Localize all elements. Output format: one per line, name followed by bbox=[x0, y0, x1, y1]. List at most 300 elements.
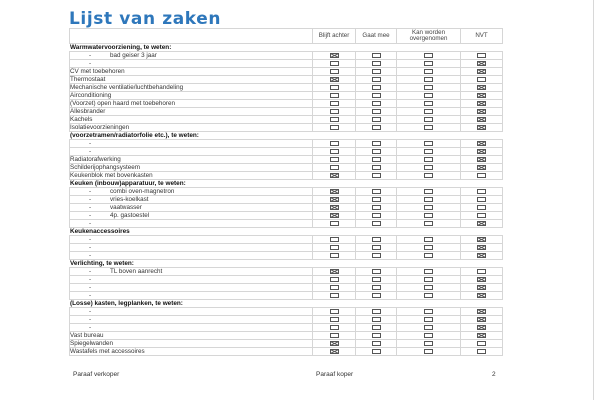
cell-gaat-mee bbox=[356, 148, 397, 156]
checkbox-kan-worden-overgenomen[interactable] bbox=[424, 85, 433, 90]
sub-item-text: 4p. gastoestel bbox=[110, 212, 150, 219]
table-row bbox=[70, 164, 503, 172]
checkbox-nvt[interactable] bbox=[477, 341, 486, 346]
checkbox-blijft-achter[interactable] bbox=[330, 93, 339, 98]
checkbox-gaat-mee[interactable] bbox=[372, 325, 381, 330]
cell-kan-worden-overgenomen bbox=[397, 148, 461, 156]
dash-bullet: - bbox=[88, 284, 92, 291]
item-label: CV met toebehoren bbox=[70, 68, 313, 76]
sub-item-label bbox=[70, 316, 313, 324]
table-row bbox=[70, 172, 503, 180]
sub-item-text: vaatwasser bbox=[110, 204, 142, 211]
checkbox-gaat-mee[interactable] bbox=[372, 141, 381, 146]
cell-kan-worden-overgenomen bbox=[397, 324, 461, 332]
checkbox-kan-worden-overgenomen[interactable] bbox=[424, 165, 433, 170]
checkbox-blijft-achter[interactable] bbox=[330, 269, 339, 274]
table-row bbox=[70, 276, 503, 284]
cell-blijft-achter bbox=[313, 316, 356, 324]
checkbox-blijft-achter[interactable] bbox=[330, 69, 339, 74]
checkbox-gaat-mee[interactable] bbox=[372, 237, 381, 242]
cell-nvt bbox=[461, 324, 503, 332]
cell-kan-worden-overgenomen bbox=[397, 76, 461, 84]
sub-item-text: bad geiser 3 jaar bbox=[110, 52, 157, 59]
checkbox-nvt[interactable] bbox=[477, 189, 486, 194]
checkbox-blijft-achter[interactable] bbox=[330, 173, 339, 178]
cell-nvt bbox=[461, 108, 503, 116]
checkbox-nvt[interactable] bbox=[477, 333, 486, 338]
cell-blijft-achter bbox=[313, 156, 356, 164]
table-row bbox=[70, 140, 503, 148]
table-row bbox=[70, 292, 503, 300]
checkbox-nvt[interactable] bbox=[477, 213, 486, 218]
cell-nvt bbox=[461, 340, 503, 348]
header-kan-worden-overgenomen: Kan worden overgenomen bbox=[397, 29, 461, 44]
checkbox-nvt[interactable] bbox=[477, 69, 486, 74]
checkbox-blijft-achter[interactable] bbox=[330, 277, 339, 282]
checkbox-blijft-achter[interactable] bbox=[330, 325, 339, 330]
checkbox-gaat-mee[interactable] bbox=[372, 117, 381, 122]
cell-kan-worden-overgenomen bbox=[397, 276, 461, 284]
checkbox-kan-worden-overgenomen[interactable] bbox=[424, 205, 433, 210]
dash-bullet: - bbox=[88, 212, 92, 219]
checkbox-gaat-mee[interactable] bbox=[372, 85, 381, 90]
checkbox-nvt[interactable] bbox=[477, 237, 486, 242]
cell-kan-worden-overgenomen bbox=[397, 164, 461, 172]
checkbox-gaat-mee[interactable] bbox=[372, 277, 381, 282]
checkbox-kan-worden-overgenomen[interactable] bbox=[424, 189, 433, 194]
checkbox-nvt[interactable] bbox=[477, 349, 486, 354]
table-row bbox=[70, 204, 503, 212]
cell-nvt bbox=[461, 252, 503, 260]
checkbox-kan-worden-overgenomen[interactable] bbox=[424, 61, 433, 66]
header-item bbox=[70, 29, 313, 44]
table-row bbox=[70, 188, 503, 196]
cell-gaat-mee bbox=[356, 252, 397, 260]
sub-item-label bbox=[70, 212, 313, 220]
checkbox-kan-worden-overgenomen[interactable] bbox=[424, 237, 433, 242]
table-row bbox=[70, 100, 503, 108]
checkbox-blijft-achter[interactable] bbox=[330, 77, 339, 82]
checkbox-blijft-achter[interactable] bbox=[330, 197, 339, 202]
checkbox-nvt[interactable] bbox=[477, 125, 486, 130]
checkbox-nvt[interactable] bbox=[477, 157, 486, 162]
checkbox-gaat-mee[interactable] bbox=[372, 53, 381, 58]
cell-gaat-mee bbox=[356, 292, 397, 300]
table-row bbox=[70, 244, 503, 252]
cell-gaat-mee bbox=[356, 100, 397, 108]
checkbox-blijft-achter[interactable] bbox=[330, 53, 339, 58]
checkbox-nvt[interactable] bbox=[477, 93, 486, 98]
checkbox-kan-worden-overgenomen[interactable] bbox=[424, 125, 433, 130]
checkbox-blijft-achter[interactable] bbox=[330, 221, 339, 226]
checkbox-gaat-mee[interactable] bbox=[372, 197, 381, 202]
cell-gaat-mee bbox=[356, 308, 397, 316]
cell-nvt bbox=[461, 284, 503, 292]
checkbox-gaat-mee[interactable] bbox=[372, 285, 381, 290]
dash-bullet: - bbox=[88, 276, 92, 283]
sub-item-label bbox=[70, 252, 313, 260]
cell-gaat-mee bbox=[356, 276, 397, 284]
checkbox-nvt[interactable] bbox=[477, 317, 486, 322]
checkbox-nvt[interactable] bbox=[477, 77, 486, 82]
checkbox-nvt[interactable] bbox=[477, 221, 486, 226]
page-number: 2 bbox=[492, 371, 496, 378]
checkbox-kan-worden-overgenomen[interactable] bbox=[424, 197, 433, 202]
table-row bbox=[70, 220, 503, 228]
table-header-row bbox=[70, 29, 503, 44]
checkbox-blijft-achter[interactable] bbox=[330, 125, 339, 130]
section-title: (Losse) kasten, legplanken, te weten: bbox=[70, 300, 503, 308]
checkbox-nvt[interactable] bbox=[477, 149, 486, 154]
table-row bbox=[70, 60, 503, 68]
checkbox-gaat-mee[interactable] bbox=[372, 245, 381, 250]
table-row bbox=[70, 236, 503, 244]
section-title: Keukenaccessoires bbox=[70, 228, 503, 236]
checkbox-nvt[interactable] bbox=[477, 109, 486, 114]
checkbox-nvt[interactable] bbox=[477, 85, 486, 90]
checkbox-blijft-achter[interactable] bbox=[330, 141, 339, 146]
cell-blijft-achter bbox=[313, 92, 356, 100]
cell-gaat-mee bbox=[356, 84, 397, 92]
cell-nvt bbox=[461, 52, 503, 60]
cell-gaat-mee bbox=[356, 196, 397, 204]
checkbox-kan-worden-overgenomen[interactable] bbox=[424, 77, 433, 82]
checkbox-blijft-achter[interactable] bbox=[330, 309, 339, 314]
sub-item-label bbox=[70, 244, 313, 252]
cell-blijft-achter bbox=[313, 116, 356, 124]
cell-blijft-achter bbox=[313, 204, 356, 212]
checkbox-kan-worden-overgenomen[interactable] bbox=[424, 277, 433, 282]
checkbox-kan-worden-overgenomen[interactable] bbox=[424, 157, 433, 162]
cell-blijft-achter bbox=[313, 252, 356, 260]
cell-kan-worden-overgenomen bbox=[397, 100, 461, 108]
cell-blijft-achter bbox=[313, 268, 356, 276]
cell-kan-worden-overgenomen bbox=[397, 188, 461, 196]
table-row bbox=[70, 108, 503, 116]
table-row bbox=[70, 348, 503, 356]
cell-gaat-mee bbox=[356, 268, 397, 276]
cell-gaat-mee bbox=[356, 212, 397, 220]
checkbox-nvt[interactable] bbox=[477, 269, 486, 274]
checkbox-gaat-mee[interactable] bbox=[372, 125, 381, 130]
table-row bbox=[70, 68, 503, 76]
checkbox-gaat-mee[interactable] bbox=[372, 317, 381, 322]
cell-gaat-mee bbox=[356, 188, 397, 196]
cell-blijft-achter bbox=[313, 244, 356, 252]
cell-blijft-achter bbox=[313, 220, 356, 228]
table-row bbox=[70, 308, 503, 316]
sub-item-label bbox=[70, 268, 313, 276]
cell-gaat-mee bbox=[356, 52, 397, 60]
cell-blijft-achter bbox=[313, 100, 356, 108]
checkbox-kan-worden-overgenomen[interactable] bbox=[424, 141, 433, 146]
checkbox-blijft-achter[interactable] bbox=[330, 285, 339, 290]
checkbox-blijft-achter[interactable] bbox=[330, 317, 339, 322]
cell-kan-worden-overgenomen bbox=[397, 316, 461, 324]
cell-blijft-achter bbox=[313, 60, 356, 68]
cell-blijft-achter bbox=[313, 332, 356, 340]
cell-kan-worden-overgenomen bbox=[397, 68, 461, 76]
cell-nvt bbox=[461, 116, 503, 124]
checkbox-kan-worden-overgenomen[interactable] bbox=[424, 149, 433, 154]
table-row bbox=[70, 212, 503, 220]
cell-nvt bbox=[461, 188, 503, 196]
checkbox-gaat-mee[interactable] bbox=[372, 189, 381, 194]
checkbox-kan-worden-overgenomen[interactable] bbox=[424, 69, 433, 74]
dash-bullet: - bbox=[88, 236, 92, 243]
checkbox-nvt[interactable] bbox=[477, 285, 486, 290]
cell-gaat-mee bbox=[356, 332, 397, 340]
checkbox-nvt[interactable] bbox=[477, 141, 486, 146]
cell-blijft-achter bbox=[313, 308, 356, 316]
cell-blijft-achter bbox=[313, 212, 356, 220]
checkbox-nvt[interactable] bbox=[477, 117, 486, 122]
checkbox-gaat-mee[interactable] bbox=[372, 61, 381, 66]
checkbox-gaat-mee[interactable] bbox=[372, 269, 381, 274]
checkbox-kan-worden-overgenomen[interactable] bbox=[424, 341, 433, 346]
checkbox-blijft-achter[interactable] bbox=[330, 157, 339, 162]
checkbox-blijft-achter[interactable] bbox=[330, 253, 339, 258]
checkbox-gaat-mee[interactable] bbox=[372, 173, 381, 178]
cell-gaat-mee bbox=[356, 92, 397, 100]
cell-kan-worden-overgenomen bbox=[397, 332, 461, 340]
cell-kan-worden-overgenomen bbox=[397, 124, 461, 132]
cell-kan-worden-overgenomen bbox=[397, 172, 461, 180]
sub-item-label bbox=[70, 308, 313, 316]
table-row bbox=[70, 268, 503, 276]
cell-nvt bbox=[461, 220, 503, 228]
checkbox-kan-worden-overgenomen[interactable] bbox=[424, 269, 433, 274]
cell-gaat-mee bbox=[356, 164, 397, 172]
cell-kan-worden-overgenomen bbox=[397, 108, 461, 116]
cell-nvt bbox=[461, 308, 503, 316]
checkbox-gaat-mee[interactable] bbox=[372, 77, 381, 82]
section-title: Keuken (inbouw)apparatuur, te weten: bbox=[70, 180, 503, 188]
cell-nvt bbox=[461, 196, 503, 204]
checkbox-kan-worden-overgenomen[interactable] bbox=[424, 253, 433, 258]
checkbox-gaat-mee[interactable] bbox=[372, 205, 381, 210]
item-label: Kachels bbox=[70, 116, 313, 124]
checkbox-blijft-achter[interactable] bbox=[330, 349, 339, 354]
checkbox-kan-worden-overgenomen[interactable] bbox=[424, 93, 433, 98]
checkbox-gaat-mee[interactable] bbox=[372, 213, 381, 218]
checkbox-blijft-achter[interactable] bbox=[330, 117, 339, 122]
sub-item-label bbox=[70, 220, 313, 228]
table-row bbox=[70, 116, 503, 124]
scan-edge-line bbox=[593, 0, 594, 400]
cell-gaat-mee bbox=[356, 236, 397, 244]
checkbox-blijft-achter[interactable] bbox=[330, 205, 339, 210]
checkbox-kan-worden-overgenomen[interactable] bbox=[424, 221, 433, 226]
cell-blijft-achter bbox=[313, 172, 356, 180]
section-header-row bbox=[70, 44, 503, 52]
cell-blijft-achter bbox=[313, 108, 356, 116]
checkbox-nvt[interactable] bbox=[477, 293, 486, 298]
cell-blijft-achter bbox=[313, 84, 356, 92]
cell-gaat-mee bbox=[356, 68, 397, 76]
dash-bullet: - bbox=[88, 148, 92, 155]
cell-gaat-mee bbox=[356, 156, 397, 164]
cell-nvt bbox=[461, 276, 503, 284]
sub-item-label bbox=[70, 284, 313, 292]
cell-kan-worden-overgenomen bbox=[397, 52, 461, 60]
dash-bullet: - bbox=[88, 60, 92, 67]
checkbox-blijft-achter[interactable] bbox=[330, 189, 339, 194]
checkbox-nvt[interactable] bbox=[477, 205, 486, 210]
checkbox-gaat-mee[interactable] bbox=[372, 221, 381, 226]
dash-bullet: - bbox=[88, 196, 92, 203]
checkbox-gaat-mee[interactable] bbox=[372, 109, 381, 114]
item-label: Keukenblok met bovenkasten bbox=[70, 172, 313, 180]
checkbox-kan-worden-overgenomen[interactable] bbox=[424, 285, 433, 290]
checkbox-kan-worden-overgenomen[interactable] bbox=[424, 293, 433, 298]
cell-kan-worden-overgenomen bbox=[397, 156, 461, 164]
cell-blijft-achter bbox=[313, 76, 356, 84]
checkbox-gaat-mee[interactable] bbox=[372, 333, 381, 338]
cell-kan-worden-overgenomen bbox=[397, 268, 461, 276]
checkbox-kan-worden-overgenomen[interactable] bbox=[424, 101, 433, 106]
checkbox-nvt[interactable] bbox=[477, 173, 486, 178]
sub-item-label bbox=[70, 60, 313, 68]
checkbox-blijft-achter[interactable] bbox=[330, 149, 339, 154]
checkbox-kan-worden-overgenomen[interactable] bbox=[424, 325, 433, 330]
checkbox-blijft-achter[interactable] bbox=[330, 237, 339, 242]
cell-nvt bbox=[461, 156, 503, 164]
sub-item-label bbox=[70, 292, 313, 300]
section-header-row bbox=[70, 132, 503, 140]
cell-gaat-mee bbox=[356, 340, 397, 348]
cell-kan-worden-overgenomen bbox=[397, 348, 461, 356]
checkbox-gaat-mee[interactable] bbox=[372, 293, 381, 298]
checkbox-kan-worden-overgenomen[interactable] bbox=[424, 117, 433, 122]
checkbox-blijft-achter[interactable] bbox=[330, 245, 339, 250]
cell-kan-worden-overgenomen bbox=[397, 60, 461, 68]
table-row bbox=[70, 196, 503, 204]
checkbox-nvt[interactable] bbox=[477, 53, 486, 58]
checkbox-gaat-mee[interactable] bbox=[372, 93, 381, 98]
cell-gaat-mee bbox=[356, 108, 397, 116]
cell-nvt bbox=[461, 316, 503, 324]
table-row bbox=[70, 340, 503, 348]
table-row bbox=[70, 148, 503, 156]
checkbox-nvt[interactable] bbox=[477, 309, 486, 314]
cell-blijft-achter bbox=[313, 340, 356, 348]
checkbox-kan-worden-overgenomen[interactable] bbox=[424, 213, 433, 218]
cell-kan-worden-overgenomen bbox=[397, 212, 461, 220]
cell-blijft-achter bbox=[313, 236, 356, 244]
cell-blijft-achter bbox=[313, 124, 356, 132]
checkbox-nvt[interactable] bbox=[477, 101, 486, 106]
dash-bullet: - bbox=[88, 188, 92, 195]
section-header-row bbox=[70, 228, 503, 236]
checkbox-gaat-mee[interactable] bbox=[372, 69, 381, 74]
checkbox-blijft-achter[interactable] bbox=[330, 85, 339, 90]
checkbox-gaat-mee[interactable] bbox=[372, 149, 381, 154]
item-label: Vast bureau bbox=[70, 332, 313, 340]
cell-nvt bbox=[461, 172, 503, 180]
item-label: Wastafels met accessoires bbox=[70, 348, 313, 356]
table-row bbox=[70, 252, 503, 260]
section-title: Warmwatervoorziening, te weten: bbox=[70, 44, 503, 52]
item-label: (Voorzet) open haard met toebehoren bbox=[70, 100, 313, 108]
checkbox-blijft-achter[interactable] bbox=[330, 293, 339, 298]
checkbox-nvt[interactable] bbox=[477, 197, 486, 202]
checkbox-blijft-achter[interactable] bbox=[330, 61, 339, 66]
item-label: Mechanische ventilatie/luchtbehandeling bbox=[70, 84, 313, 92]
checkbox-gaat-mee[interactable] bbox=[372, 341, 381, 346]
checkbox-nvt[interactable] bbox=[477, 61, 486, 66]
checkbox-gaat-mee[interactable] bbox=[372, 253, 381, 258]
checkbox-blijft-achter[interactable] bbox=[330, 109, 339, 114]
cell-blijft-achter bbox=[313, 188, 356, 196]
checkbox-gaat-mee[interactable] bbox=[372, 101, 381, 106]
checkbox-nvt[interactable] bbox=[477, 245, 486, 250]
item-label: Allesbrander bbox=[70, 108, 313, 116]
cell-kan-worden-overgenomen bbox=[397, 196, 461, 204]
checkbox-kan-worden-overgenomen[interactable] bbox=[424, 333, 433, 338]
sub-item-label bbox=[70, 188, 313, 196]
header-nvt: NVT bbox=[461, 29, 503, 44]
checkbox-blijft-achter[interactable] bbox=[330, 101, 339, 106]
checkbox-nvt[interactable] bbox=[477, 277, 486, 282]
dash-bullet: - bbox=[88, 324, 92, 331]
table-row bbox=[70, 124, 503, 132]
sub-item-label bbox=[70, 140, 313, 148]
checkbox-gaat-mee[interactable] bbox=[372, 157, 381, 162]
checkbox-nvt[interactable] bbox=[477, 165, 486, 170]
cell-gaat-mee bbox=[356, 284, 397, 292]
item-label: Airconditioning bbox=[70, 92, 313, 100]
cell-gaat-mee bbox=[356, 172, 397, 180]
item-label: Spiegelwanden bbox=[70, 340, 313, 348]
sub-item-label bbox=[70, 324, 313, 332]
checkbox-kan-worden-overgenomen[interactable] bbox=[424, 109, 433, 114]
cell-kan-worden-overgenomen bbox=[397, 340, 461, 348]
checkbox-kan-worden-overgenomen[interactable] bbox=[424, 317, 433, 322]
cell-kan-worden-overgenomen bbox=[397, 92, 461, 100]
checkbox-kan-worden-overgenomen[interactable] bbox=[424, 245, 433, 250]
cell-gaat-mee bbox=[356, 76, 397, 84]
table-row bbox=[70, 52, 503, 60]
cell-blijft-achter bbox=[313, 276, 356, 284]
cell-gaat-mee bbox=[356, 204, 397, 212]
dash-bullet: - bbox=[88, 220, 92, 227]
checkbox-blijft-achter[interactable] bbox=[330, 341, 339, 346]
dash-bullet: - bbox=[88, 268, 92, 275]
checkbox-kan-worden-overgenomen[interactable] bbox=[424, 53, 433, 58]
dash-bullet: - bbox=[88, 292, 92, 299]
checkbox-gaat-mee[interactable] bbox=[372, 309, 381, 314]
checkbox-gaat-mee[interactable] bbox=[372, 349, 381, 354]
checkbox-blijft-achter[interactable] bbox=[330, 165, 339, 170]
checkbox-nvt[interactable] bbox=[477, 253, 486, 258]
checkbox-kan-worden-overgenomen[interactable] bbox=[424, 309, 433, 314]
checkbox-kan-worden-overgenomen[interactable] bbox=[424, 349, 433, 354]
cell-kan-worden-overgenomen bbox=[397, 284, 461, 292]
checkbox-nvt[interactable] bbox=[477, 325, 486, 330]
cell-blijft-achter bbox=[313, 324, 356, 332]
checkbox-kan-worden-overgenomen[interactable] bbox=[424, 173, 433, 178]
cell-blijft-achter bbox=[313, 196, 356, 204]
sub-item-text: vries-koelkast bbox=[110, 196, 149, 203]
section-header-row bbox=[70, 260, 503, 268]
checkbox-gaat-mee[interactable] bbox=[372, 165, 381, 170]
cell-nvt bbox=[461, 92, 503, 100]
checkbox-blijft-achter[interactable] bbox=[330, 333, 339, 338]
checkbox-blijft-achter[interactable] bbox=[330, 213, 339, 218]
cell-gaat-mee bbox=[356, 316, 397, 324]
sub-item-text: combi oven-magnetron bbox=[110, 188, 175, 195]
